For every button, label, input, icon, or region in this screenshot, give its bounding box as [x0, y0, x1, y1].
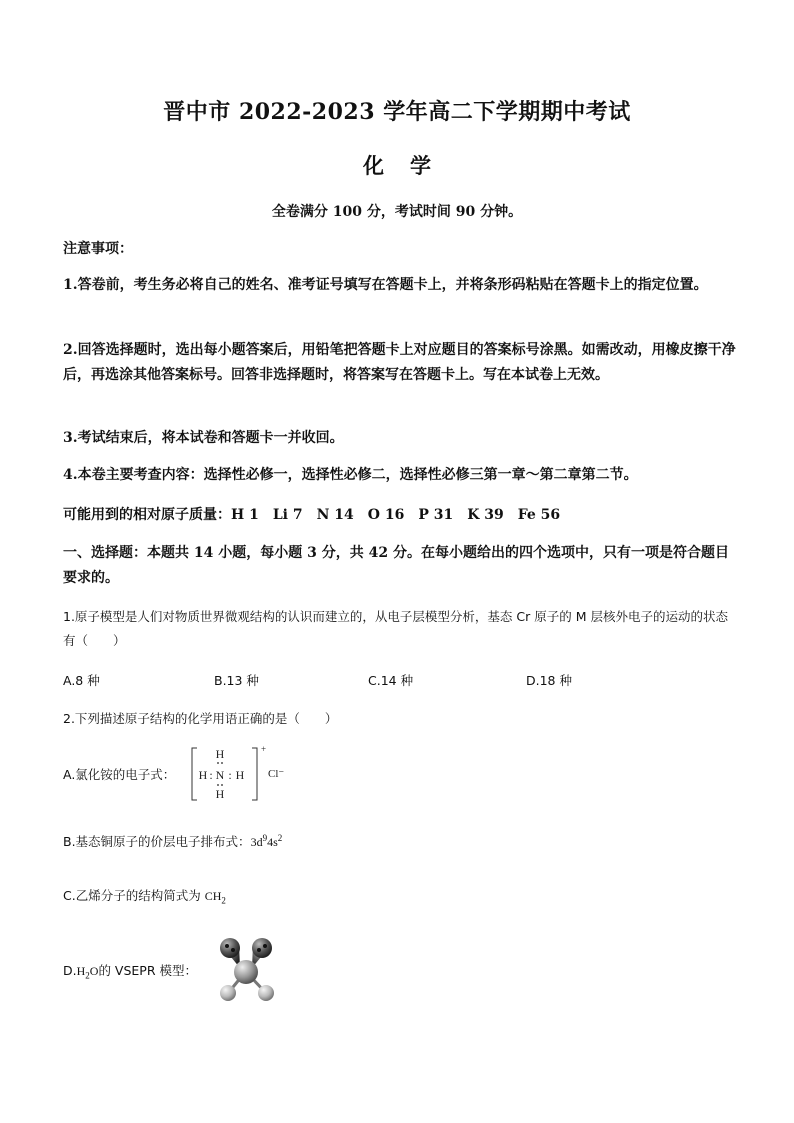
- ethylene-formula-sub: 2: [221, 895, 226, 906]
- section-1-heading: 一、选择题：本题共 14 小题，每小题 3 分，共 42 分。在每小题给出的四个选项中，只有一项是符合题目要求的。: [63, 545, 729, 586]
- oxygen-atom: [234, 960, 258, 984]
- q1-option-c: C.14 种: [368, 673, 414, 688]
- ammonium-chloride-electron-formula: [188, 742, 298, 804]
- q2-option-c: [63, 886, 226, 905]
- note-1: 1.答卷前，考生务必将自己的姓名、准考证号填写在答题卡上，并将条形码粘贴在答题卡上的指定位置。: [63, 277, 708, 293]
- subject-char-1: 化: [363, 153, 384, 178]
- q1-option-a: A.8 种: [63, 673, 100, 688]
- atomic-masses: 可能用到的相对原子质量：H 1 Li 7 N 14 O 16 P 31 K 39 Fe 56: [63, 507, 561, 523]
- formula-h-top: H: [215, 747, 225, 761]
- q2-option-a-label: A.氯化铵的电子式：: [63, 767, 176, 782]
- water-formula-sub: 2: [85, 970, 90, 981]
- water-vsepr-model-image: [212, 936, 282, 1004]
- lone-pair-left: [220, 938, 240, 968]
- notes-heading: 注意事项：: [63, 241, 133, 257]
- question-2-stem: 2.下列描述原子结构的化学用语正确的是（ ）: [63, 711, 338, 726]
- formula-h-right: H: [235, 768, 245, 782]
- formula-h-left: H: [198, 768, 208, 782]
- q2-option-d-prefix: D.: [63, 963, 77, 978]
- hydrogen-atom-right: [258, 985, 274, 1001]
- note-2: 2.回答选择题时，选出每小题答案后，用铅笔把答题卡上对应题目的答案标号涂黑。如需改动，用橡皮擦干净后，再选涂其他答案标号。回答非选择题时，将答案写在答题卡上。写在本试卷上无效。: [63, 342, 736, 383]
- q2-option-c-label: C.乙烯分子的结构简式为: [63, 888, 201, 903]
- q2-option-d: [63, 961, 197, 980]
- water-formula-o: O: [89, 964, 99, 978]
- formula-colon-left: :: [209, 768, 213, 782]
- formula-charge: +: [261, 744, 267, 754]
- formula-colon-right: :: [228, 768, 232, 782]
- lone-pair-right: [252, 938, 272, 968]
- formula-h-bottom: H: [215, 787, 225, 801]
- note-4: 4.本卷主要考查内容：选择性必修一，选择性必修二，选择性必修三第一章～第二章第二节。: [63, 467, 638, 483]
- water-formula-h: H: [76, 964, 86, 978]
- question-1-stem: 1.原子模型是人们对物质世界微观结构的认识而建立的，从电子层模型分析，基态 Cr 原子的 M 层核外电子的运动的状态有（ ）: [63, 609, 728, 648]
- config-4s-count: 2: [277, 833, 283, 843]
- subject-heading: [0, 150, 794, 180]
- q1-option-b: B.13 种: [214, 673, 259, 688]
- formula-anion: Cl⁻: [268, 768, 285, 780]
- ethylene-formula-base: CH: [204, 889, 222, 903]
- q2-option-d-label: 的 VSEPR 模型：: [98, 963, 198, 978]
- subject-char-2: 学: [410, 153, 431, 178]
- q2-option-b-label: B.基态铜原子的价层电子排布式：: [63, 834, 251, 849]
- q1-option-d: D.18 种: [526, 673, 572, 688]
- config-3d-count: 9: [262, 833, 268, 843]
- config-4s: 4s: [267, 835, 278, 849]
- note-3: 3.考试结束后，将本试卷和答题卡一并收回。: [63, 430, 344, 446]
- config-3d: 3d: [250, 835, 263, 849]
- score-time-line: 全卷满分 100 分，考试时间 90 分钟。: [271, 204, 523, 220]
- formula-n: N: [215, 768, 225, 782]
- exam-title: 晋中市 2022-2023 学年高二下学期期中考试: [163, 99, 631, 125]
- q2-option-b: [63, 832, 282, 850]
- hydrogen-atom-left: [220, 985, 236, 1001]
